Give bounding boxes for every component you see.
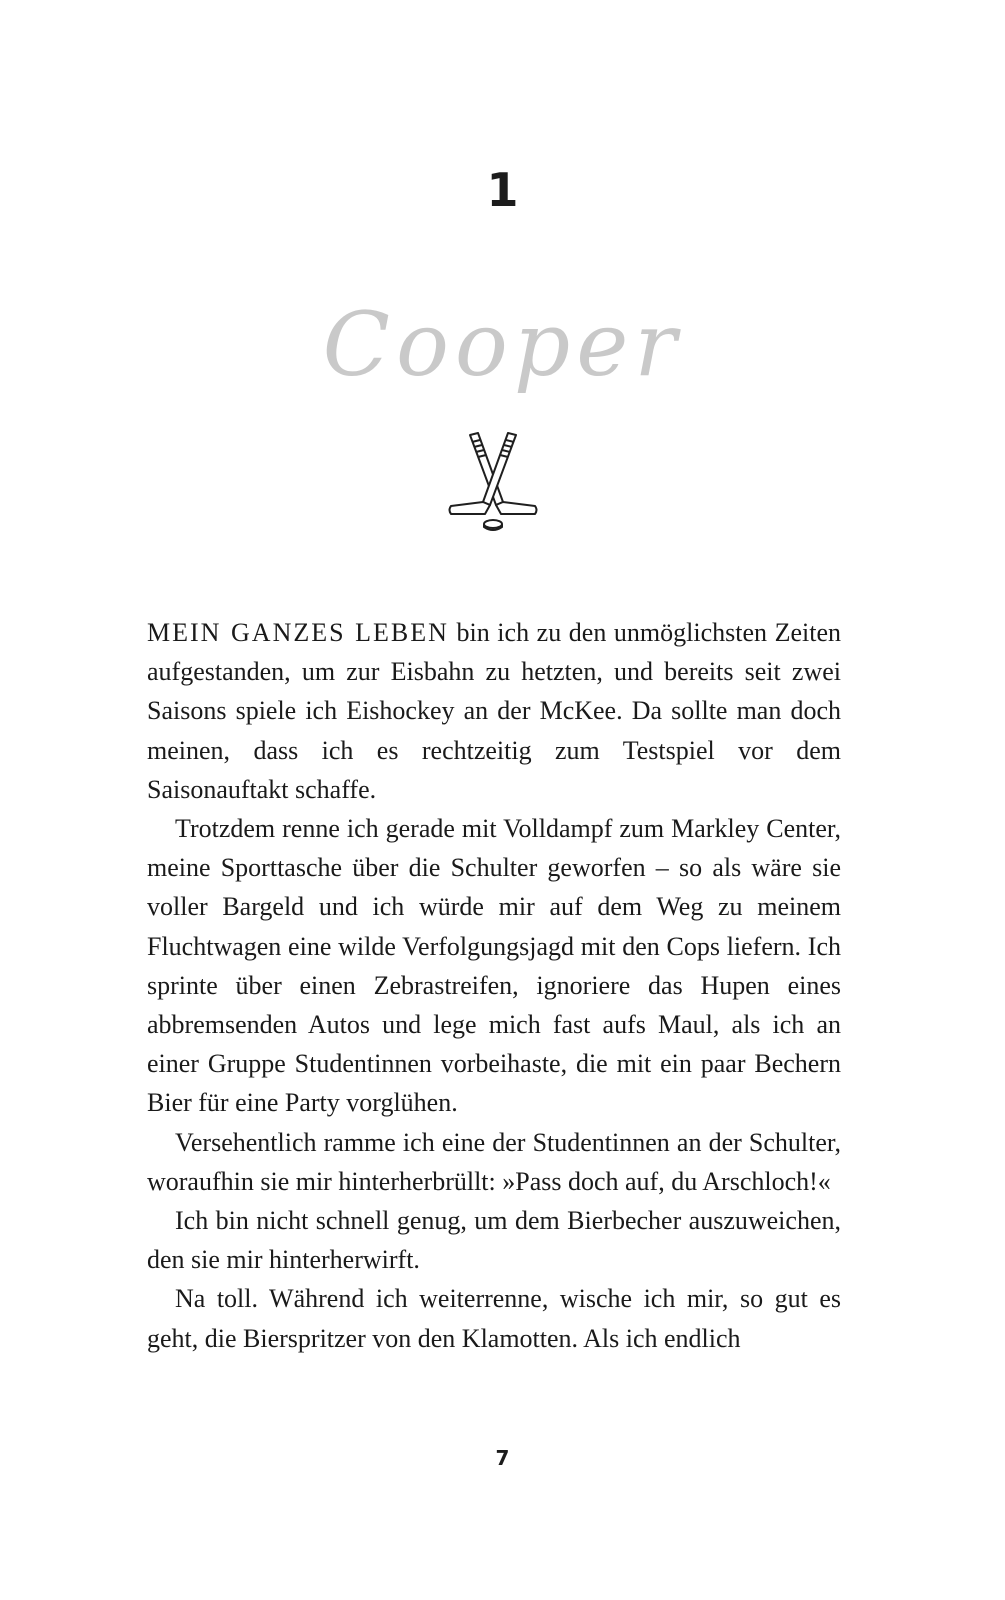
chapter-body-text bbox=[147, 613, 841, 1358]
pov-character-name: Cooper bbox=[322, 293, 683, 396]
paragraph: Trotzdem renne ich gerade mit Volldampf zum Markley Center, meine Sporttasche über die Schulter geworfen – so als wäre sie voller Bargeld und ich würde mir auf dem Weg zu meinem Fluchtwagen eine wilde Verfolgungsjagd mit den Cops liefern. Ich sprinte über einen Zebrastreifen, ignoriere das Hupen eines abbremsenden Autos und lege mich fast aufs Maul, als ich an einer Gruppe Studentinnen vorbeihaste, die mit ein paar Bechern Bier für eine Party vorglühen. bbox=[147, 814, 841, 1118]
chapter-number: 1 bbox=[486, 163, 519, 217]
crossed-hockey-sticks-icon bbox=[447, 430, 539, 534]
opening-words-smallcaps: MEIN GANZES LEBEN bbox=[147, 618, 449, 647]
page-number: 7 bbox=[495, 1446, 510, 1470]
paragraph: Na toll. Während ich weiterrenne, wische ich mir, so gut es geht, die Bierspritzer von den Klamotten. Als ich endlich bbox=[147, 1284, 841, 1353]
paragraph-text: bin ich zu den unmöglichsten Zeiten aufgestanden, um zur Eisbahn zu hetzten, und bereits seit zwei Saisons spiele ich Eishockey an der McKee. Da sollte man doch meinen, dass ich es rechtzeitig zum Testspiel vor dem Saisonauftakt schaffe. bbox=[147, 618, 841, 804]
paragraph: Versehentlich ramme ich eine der Studentinnen an der Schulter, woraufhin sie mir hinterherbrüllt: »Pass doch auf, du Arschloch!« bbox=[147, 1127, 841, 1196]
paragraph: Ich bin nicht schnell genug, um dem Bierbecher auszuweichen, den sie mir hinterherwirft. bbox=[147, 1206, 841, 1275]
paragraph bbox=[147, 613, 841, 809]
